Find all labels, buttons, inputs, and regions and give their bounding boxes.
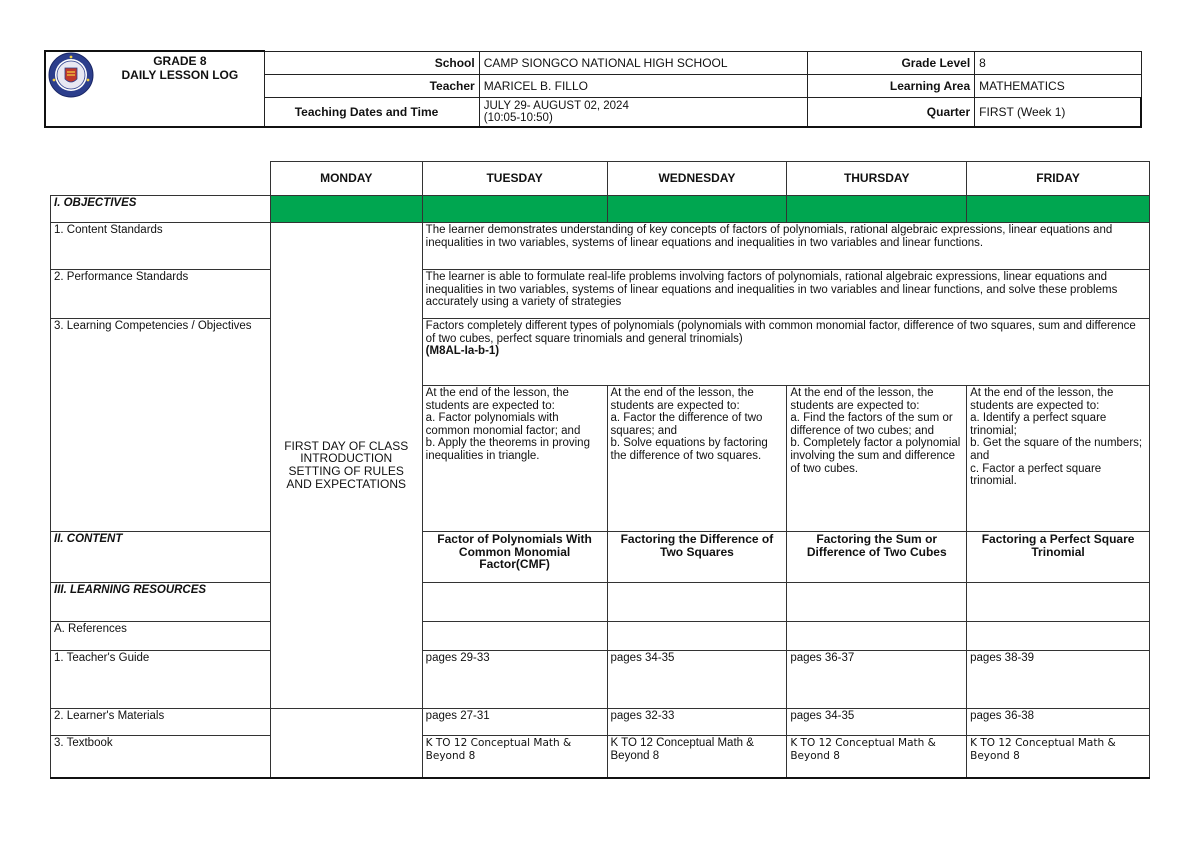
school-value: CAMP SIONGCO NATIONAL HIGH SCHOOL	[479, 51, 807, 74]
learning-area-value: MATHEMATICS	[975, 74, 1141, 97]
content-friday: Factoring a Perfect Square Trinomial	[967, 532, 1150, 583]
objective-wednesday: At the end of the lesson, the students are expected to: a. Factor the difference of two squares; and b. Solve equations by factoring the difference of two squares.	[607, 386, 787, 532]
objectives-row	[51, 196, 1150, 223]
learners-materials-label: 2. Learner's Materials	[51, 709, 271, 736]
lesson-table	[50, 161, 1150, 779]
objective-friday: At the end of the lesson, the students are expected to: a. Identify a perfect square trinomial; b. Get the square of the numbers; and c. Factor a perfect square trinomial.	[967, 386, 1150, 532]
day-monday: MONDAY	[270, 162, 422, 196]
tb-wednesday: K TO 12 Conceptual Math & Beyond 8	[607, 736, 787, 778]
learning-competencies-label: 3. Learning Competencies / Objectives	[51, 319, 271, 532]
content-wednesday: Factoring the Difference of Two Squares	[607, 532, 787, 583]
title-block	[45, 51, 264, 127]
objectives-heading: I. OBJECTIVES	[51, 196, 271, 223]
references-row	[51, 622, 1150, 651]
tg-thursday: pages 36-37	[787, 651, 967, 709]
content-standards-text: The learner demonstrates understanding of key concepts of factors of polynomials, rational algebraic expressions, linear equations and inequalities in two variables, systems of linear equations and inequalities in two variables and linear functions.	[422, 223, 1149, 270]
day-wednesday: WEDNESDAY	[607, 162, 787, 196]
monday-line-4: AND EXPECTATIONS	[286, 476, 406, 491]
learners-materials-row	[51, 709, 1150, 736]
lm-wednesday: pages 32-33	[607, 709, 787, 736]
day-thursday: THURSDAY	[787, 162, 967, 196]
performance-standards-label: 2. Performance Standards	[51, 270, 271, 319]
grade-level-value: 8	[975, 51, 1141, 74]
performance-standards-row	[51, 270, 1150, 319]
tg-friday: pages 38-39	[967, 651, 1150, 709]
days-header-row	[51, 162, 1150, 196]
teacher-label: Teacher	[264, 74, 479, 97]
day-friday: FRIDAY	[967, 162, 1150, 196]
objective-thursday: At the end of the lesson, the students are expected to: a. Find the factors of the sum or difference of two cubes; and b. Completely factor a polynomial involving the sum and difference of two cubes.	[787, 386, 967, 532]
quarter-value: FIRST (Week 1)	[975, 97, 1141, 127]
competency-row	[51, 319, 1150, 386]
school-label: School	[264, 51, 479, 74]
monday-line-3: SETTING OF RULES	[288, 464, 404, 478]
tb-thursday: K TO 12 Conceptual Math & Beyond 8	[787, 736, 967, 778]
grade-title: GRADE 8	[153, 54, 207, 68]
log-title: DAILY LESSON LOG	[121, 68, 239, 82]
competency-cell	[422, 319, 1149, 386]
textbook-label: 3. Textbook	[51, 736, 271, 778]
learning-resources-heading: III. LEARNING RESOURCES	[51, 583, 271, 622]
quarter-label: Quarter	[807, 97, 974, 127]
content-tuesday: Factor of Polynomials With Common Monomial Factor(CMF)	[422, 532, 607, 583]
tb-friday: K TO 12 Conceptual Math & Beyond 8	[967, 736, 1150, 778]
dates-value: JULY 29- AUGUST 02, 2024 (10:05-10:50)	[479, 97, 807, 127]
grade-level-label: Grade Level	[807, 51, 974, 74]
tg-tuesday: pages 29-33	[422, 651, 607, 709]
header-table	[44, 50, 1142, 128]
performance-standards-text: The learner is able to formulate real-life problems involving factors of polynomials, rational algebraic expressions, linear equations and inequalities in two variables, systems of linear equations and inequalities in two variables and linear functions, and solve these problems accurately using a variety of strategies	[422, 270, 1149, 319]
lm-tuesday: pages 27-31	[422, 709, 607, 736]
tg-wednesday: pages 34-35	[607, 651, 787, 709]
teachers-guide-row	[51, 651, 1150, 709]
learning-area-label: Learning Area	[807, 74, 974, 97]
lm-thursday: pages 34-35	[787, 709, 967, 736]
monday-line-1: FIRST DAY OF CLASS	[284, 438, 409, 453]
dates-label: Teaching Dates and Time	[264, 97, 479, 127]
day-tuesday: TUESDAY	[422, 162, 607, 196]
monday-first-day-cell	[270, 223, 422, 709]
references-label: A. References	[51, 622, 271, 651]
learning-resources-row	[51, 583, 1150, 622]
content-heading: II. CONTENT	[51, 532, 271, 583]
competency-text: Factors completely different types of polynomials (polynomials with common monomial factor, difference of two squares, sum and difference of two cubes, perfect square trinomials and general trinomials)	[425, 320, 1136, 345]
competency-code: (M8AL-Ia-b-1)	[425, 345, 500, 358]
lm-friday: pages 36-38	[967, 709, 1150, 736]
objective-tuesday: At the end of the lesson, the students are expected to: a. Factor polynomials with common monomial factor; and b. Apply the theorems in proving inequalities in triangle.	[422, 386, 607, 532]
content-row	[51, 532, 1150, 583]
objectives-green-bar	[270, 196, 422, 223]
teacher-value: MARICEL B. FILLO	[479, 74, 807, 97]
content-standards-row	[51, 223, 1150, 270]
textbook-row	[51, 736, 1150, 778]
tb-tuesday: K TO 12 Conceptual Math & Beyond 8	[422, 736, 607, 778]
monday-line-2: INTRODUCTION	[300, 451, 393, 466]
teachers-guide-label: 1. Teacher's Guide	[51, 651, 271, 709]
content-standards-label: 1. Content Standards	[51, 223, 271, 270]
content-thursday: Factoring the Sum or Difference of Two Cubes	[787, 532, 967, 583]
